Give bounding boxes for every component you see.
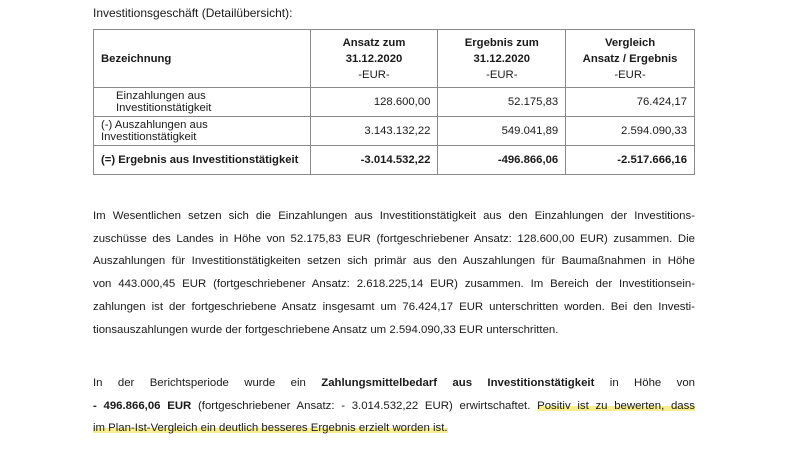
header-ansatz: [310, 30, 438, 88]
header-vergleich-line1: Vergleich: [604, 36, 656, 49]
highlighted-text: Positiv ist zu bewerten, dass: [537, 399, 695, 412]
row-ansatz: 3.143.132,22: [310, 117, 438, 146]
paragraph-line: [93, 372, 695, 395]
paragraph-line: [93, 395, 695, 418]
text-segment: in Höhe von: [609, 377, 696, 389]
row-ansatz: 128.600,00: [310, 88, 438, 117]
table-header-row: [94, 30, 695, 88]
paragraph-line: zuschüsse des Landes in Höhe von 52.175,83 EUR (fortgeschriebener Ansatz: 128.600,00 EUR) zusammen. Die: [93, 232, 695, 245]
paragraph-zahlungsmittelbedarf: [93, 372, 695, 440]
text-segment: (fortgeschriebener Ansatz: - 3.014.532,22 EUR) erwirtschaftet.: [198, 399, 531, 412]
table-row: [94, 88, 695, 117]
header-ansatz-line2: 31.12.2020: [345, 52, 403, 65]
header-ergebnis-unit: -EUR-: [486, 68, 518, 81]
text-segment: In der Berichtsperiode wurde ein: [93, 377, 306, 389]
row-ergebnis: 52.175,83: [438, 88, 566, 117]
paragraph-investitionen: [93, 205, 695, 341]
header-ergebnis-line1: Ergebnis zum: [464, 36, 539, 49]
table-row: [94, 117, 695, 146]
row-label: (=) Ergebnis aus Investitionstätigkeit: [94, 146, 311, 175]
row-ergebnis: 549.041,89: [438, 117, 566, 146]
row-ergebnis: -496.866,06: [438, 146, 566, 175]
bold-amount: - 496.866,06 EUR: [93, 399, 192, 412]
row-label: (-) Auszahlungen aus Investitionstätigkeit: [94, 117, 311, 146]
header-vergleich-line2: Ansatz / Ergebnis: [582, 52, 678, 65]
header-vergleich-unit: -EUR-: [614, 68, 646, 81]
row-ansatz: -3.014.532,22: [310, 146, 438, 175]
header-ergebnis: [438, 30, 566, 88]
header-ansatz-line1: Ansatz zum: [342, 36, 406, 49]
bold-term: Zahlungsmittelbedarf aus Investitionstätigkeit: [321, 377, 595, 389]
row-label: Einzahlungen aus Investitionstätigkeit: [94, 88, 311, 117]
paragraph-line: [93, 417, 695, 440]
header-bezeichnung: Bezeichnung: [94, 30, 311, 88]
header-ergebnis-line2: 31.12.2020: [473, 52, 531, 65]
paragraph-line: von 443.000,45 EUR (fortgeschriebener Ansatz: 2.618.225,14 EUR) zusammen. Im Bereich der Investitionsein-: [93, 278, 695, 291]
paragraph-line: zahlungen ist der fortgeschriebene Ansatz insgesamt um 76.424,17 EUR unterschritten worden. Bei den Investi-: [93, 300, 695, 313]
highlighted-text: im Plan-Ist-Vergleich ein deutlich besseres Ergebnis erzielt worden ist.: [93, 422, 448, 435]
header-ansatz-unit: -EUR-: [358, 68, 390, 81]
header-vergleich: [566, 30, 695, 88]
section-heading: Investitionsgeschäft (Detailübersicht):: [93, 6, 293, 20]
paragraph-line: tionsauszahlungen wurde der fortgeschriebene Ansatz um 2.594.090,33 EUR unterschritten.: [93, 323, 559, 336]
row-vergleich: -2.517.666,16: [566, 146, 695, 175]
row-vergleich: 76.424,17: [566, 88, 695, 117]
paragraph-line: Im Wesentlichen setzen sich die Einzahlungen aus Investitionstätigkeit aus den Einzahlungen der Investitions-: [93, 210, 695, 222]
investment-table: [93, 29, 695, 175]
row-vergleich: 2.594.090,33: [566, 117, 695, 146]
table-row-total: [94, 146, 695, 175]
paragraph-line: Auszahlungen für Investitionstätigkeiten setzen sich primär aus den Auszahlungen für Baumaßnahmen in Höhe: [93, 255, 695, 268]
